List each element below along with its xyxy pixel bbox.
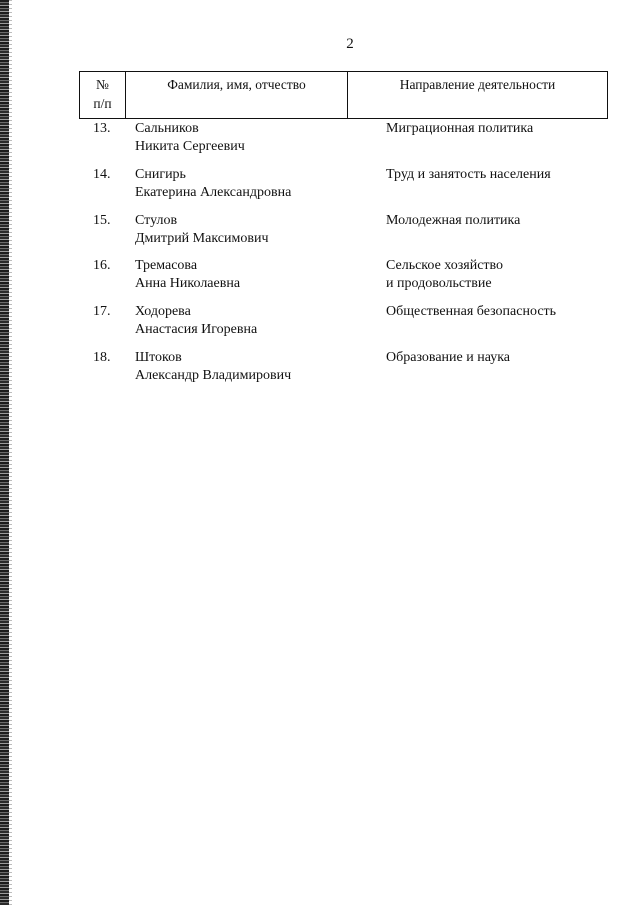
row-given-names: Дмитрий Максимович — [135, 230, 269, 246]
header-number-abbrev: п/п — [93, 96, 112, 111]
row-name — [135, 349, 375, 385]
row-number: 15. — [93, 212, 111, 228]
row-name — [135, 303, 375, 339]
table-header — [79, 71, 608, 119]
row-direction-line: Общественная безопасность — [386, 304, 557, 320]
row-number: 13. — [93, 121, 111, 136]
header-direction-label: Направление деятельности — [399, 77, 556, 92]
row-name — [135, 257, 375, 293]
row-direction — [386, 349, 616, 367]
row-direction-line: Миграционная политика — [386, 121, 534, 136]
row-surname: Ходорева — [135, 304, 191, 320]
row-given-names: Екатерина Александровна — [135, 184, 292, 200]
header-name-cell — [126, 72, 348, 118]
row-given-names: Анастасия Игоревна — [135, 322, 258, 338]
row-surname: Снигирь — [135, 166, 186, 182]
row-direction — [386, 166, 616, 184]
table-row — [79, 349, 619, 395]
table-row — [79, 120, 619, 166]
row-number: 16. — [93, 258, 111, 274]
table-row — [79, 257, 619, 303]
table-row — [79, 212, 619, 258]
table-row — [79, 303, 619, 349]
row-direction — [386, 120, 616, 138]
table-body — [79, 120, 619, 395]
row-number: 18. — [93, 349, 111, 365]
row-direction-line: Сельское хозяйство — [386, 258, 504, 274]
row-direction-line: Молодежная политика — [386, 212, 521, 228]
header-number-cell — [80, 72, 126, 118]
scan-edge-artifact — [0, 0, 9, 905]
row-name — [135, 120, 375, 156]
row-number: 17. — [93, 304, 111, 320]
row-direction-line: Труд и занятость населения — [386, 166, 551, 182]
row-surname: Тремасова — [135, 258, 198, 274]
row-direction-line-2: и продовольствие — [386, 276, 492, 292]
row-direction — [386, 257, 616, 293]
row-surname: Стулов — [135, 212, 178, 228]
row-surname: Штоков — [135, 349, 182, 365]
row-given-names: Никита Сергеевич — [135, 139, 245, 154]
row-given-names: Александр Владимирович — [135, 367, 292, 383]
row-surname: Сальников — [135, 121, 199, 136]
header-name-label: Фамилия, имя, отчество — [167, 77, 306, 92]
row-given-names: Анна Николаевна — [135, 276, 241, 292]
header-number-symbol: № — [96, 77, 109, 92]
row-name — [135, 166, 375, 202]
row-direction — [386, 303, 616, 321]
row-direction-line: Образование и наука — [386, 349, 511, 365]
row-direction — [386, 212, 616, 230]
row-name — [135, 212, 375, 248]
row-number: 14. — [93, 166, 111, 182]
page-number: 2 — [346, 36, 354, 52]
header-direction-cell — [348, 72, 607, 118]
table-row — [79, 166, 619, 212]
